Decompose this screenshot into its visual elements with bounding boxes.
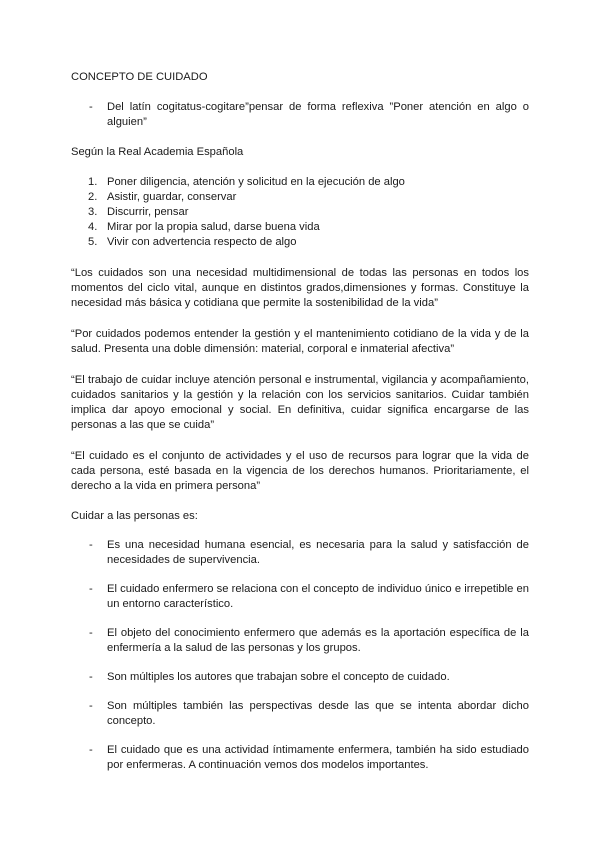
rae-definitions-list — [71, 175, 529, 250]
dash-bullet: - — [89, 744, 93, 756]
cuidar-item — [71, 699, 529, 729]
etymology-item — [71, 100, 529, 130]
rae-definition-item — [71, 235, 529, 250]
item-number: 2. — [88, 191, 98, 203]
item-number: 3. — [88, 206, 98, 218]
cuidar-item-text: Es una necesidad humana esencial, es necesaria para la salud y satisfacción de necesidades de supervivencia. — [107, 539, 529, 566]
rae-definition-item — [71, 205, 529, 220]
item-text: Poner diligencia, atención y solicitud en la ejecución de algo — [107, 176, 405, 188]
rae-definition-item — [71, 190, 529, 205]
dash-bullet: - — [89, 583, 93, 595]
item-text: Discurrir, pensar — [107, 206, 189, 218]
etymology-list — [71, 100, 529, 130]
page-title: CONCEPTO DE CUIDADO — [71, 71, 208, 83]
cuidar-item — [71, 743, 529, 773]
dash-bullet: - — [89, 539, 93, 551]
item-number: 4. — [88, 221, 98, 233]
cuidar-item-text: El objeto del conocimiento enfermero que además es la aportación específica de la enfermería a la salud de las personas y los grupos. — [107, 627, 529, 654]
rae-heading: Según la Real Academia Española — [71, 146, 244, 158]
dash-bullet: - — [89, 101, 93, 113]
cuidar-item-text: El cuidado que es una actividad íntimamente enfermera, también ha sido estudiado por enfermeras. A continuación vemos dos modelos importantes. — [107, 744, 529, 771]
quote-paragraph: “Los cuidados son una necesidad multidimensional de todas las personas en todos los momentos del ciclo vital, aunque en distintos grados,dimensiones y formas. Constituye la necesidad más básica y cotidiana que permite la sostenibilidad de la vida” — [71, 267, 529, 309]
cuidar-item-text: Son múltiples también las perspectivas desde las que se intenta abordar dicho concepto. — [107, 700, 529, 727]
item-text: Vivir con advertencia respecto de algo — [107, 236, 297, 248]
dash-bullet: - — [89, 671, 93, 683]
item-number: 1. — [88, 176, 98, 188]
quote-paragraph: “El trabajo de cuidar incluye atención personal e instrumental, vigilancia y acompañamiento, cuidados sanitarios y la gestión y la relación con los servicios sanitarios. Cuidar también implica dar apoyo emocional y social. En definitiva, cuidar significa encargarse de las personas a las que se cuida” — [71, 374, 529, 431]
cuidar-item — [71, 626, 529, 656]
cuidar-item-text: El cuidado enfermero se relaciona con el concepto de individuo único e irrepetible en un entorno característico. — [107, 583, 529, 610]
dash-bullet: - — [89, 700, 93, 712]
etymology-text: Del latín cogitatus-cogitare”pensar de forma reflexiva ”Poner atención en algo o alguien” — [107, 101, 529, 128]
cuidar-list — [71, 538, 529, 773]
cuidar-item — [71, 670, 529, 685]
cuidar-heading: Cuidar a las personas es: — [71, 510, 198, 522]
item-number: 5. — [88, 236, 98, 248]
item-text: Asistir, guardar, conservar — [107, 191, 237, 203]
item-text: Mirar por la propia salud, darse buena vida — [107, 221, 320, 233]
cuidar-item — [71, 538, 529, 568]
rae-definition-item — [71, 220, 529, 235]
cuidar-item-text: Son múltiples los autores que trabajan sobre el concepto de cuidado. — [107, 671, 450, 683]
quote-paragraph: “Por cuidados podemos entender la gestión y el mantenimiento cotidiano de la vida y de la salud. Presenta una doble dimensión: material, corporal e inmaterial afectiva” — [71, 328, 529, 355]
rae-definition-item — [71, 175, 529, 190]
cuidar-item — [71, 582, 529, 612]
quote-paragraph: “El cuidado es el conjunto de actividades y el uso de recursos para lograr que la vida de cada persona, esté basada en la vigencia de los derechos humanos. Prioritariamente, el derecho a la vida en primera persona” — [71, 450, 529, 492]
dash-bullet: - — [89, 627, 93, 639]
